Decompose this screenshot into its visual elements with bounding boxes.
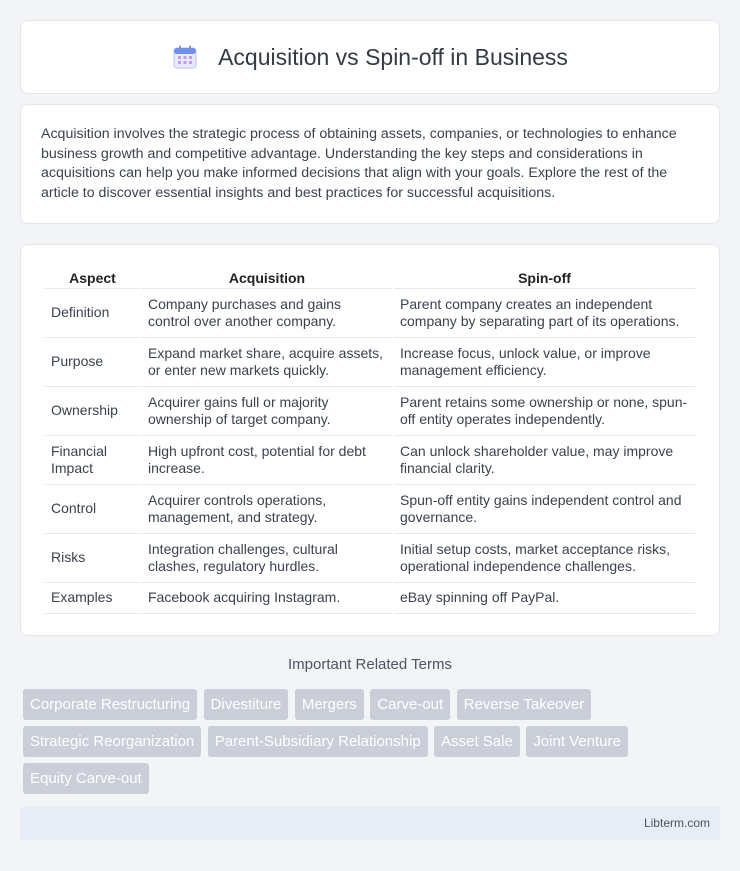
acquisition-cell: Acquirer gains full or majority ownership of target company.	[142, 387, 392, 436]
spin-off-cell: Spun-off entity gains independent control and governance.	[394, 485, 695, 534]
page-title: Acquisition vs Spin-off in Business	[218, 43, 568, 70]
table-row	[45, 485, 695, 534]
calendar-icon	[172, 44, 198, 70]
acquisition-cell: Expand market share, acquire assets, or enter new markets quickly.	[142, 338, 392, 387]
table-row	[45, 338, 695, 387]
related-terms-title: Important Related Terms	[288, 656, 452, 673]
footer	[20, 807, 720, 840]
aspect-cell: Purpose	[45, 338, 140, 387]
spin-off-cell: Initial setup costs, market acceptance risks, operational independence challenges.	[394, 534, 695, 583]
spin-off-cell: Can unlock shareholder value, may improve financial clarity.	[394, 436, 695, 485]
related-terms-list	[23, 689, 723, 800]
spin-off-cell: Parent retains some ownership or none, spun-off entity operates independently.	[394, 387, 695, 436]
aspect-cell: Risks	[45, 534, 140, 583]
column-header-aspect: Aspect	[45, 263, 140, 289]
related-term-tag[interactable]: Asset Sale	[434, 726, 520, 757]
table-row	[45, 534, 695, 583]
related-term-tag[interactable]: Carve-out	[370, 689, 450, 720]
acquisition-cell: High upfront cost, potential for debt increase.	[142, 436, 392, 485]
table-row	[45, 436, 695, 485]
column-header-acquisition: Acquisition	[142, 263, 392, 289]
intro-card	[20, 104, 720, 224]
spin-off-cell: eBay spinning off PayPal.	[394, 583, 695, 614]
aspect-cell: Control	[45, 485, 140, 534]
related-term-tag[interactable]: Mergers	[295, 689, 364, 720]
footer-site-link[interactable]: Libterm.com	[643, 816, 710, 830]
related-term-tag[interactable]: Joint Venture	[526, 726, 628, 757]
related-term-tag[interactable]: Corporate Restructuring	[23, 689, 197, 720]
spin-off-cell: Parent company creates an independent company by separating part of its operations.	[394, 289, 695, 338]
related-term-tag[interactable]: Reverse Takeover	[457, 689, 592, 720]
title-card	[20, 20, 720, 94]
acquisition-cell: Facebook acquiring Instagram.	[142, 583, 392, 614]
intro-text: Acquisition involves the strategic process of obtaining assets, companies, or technologies to enhance business growth and competitive advantage. Understanding the key steps and considerations in acquisitions can help you make informed decisions that align with your goals. Explore the rest of the article to discover essential insights and best practices for successful acquisitions.	[41, 126, 677, 201]
column-header-spin-off: Spin-off	[394, 263, 695, 289]
spin-off-cell: Increase focus, unlock value, or improve management efficiency.	[394, 338, 695, 387]
aspect-cell: Examples	[45, 583, 140, 614]
comparison-table-card	[20, 244, 720, 636]
table-row	[45, 387, 695, 436]
comparison-table	[43, 263, 697, 614]
related-term-tag[interactable]: Equity Carve-out	[23, 763, 149, 794]
aspect-cell: Definition	[45, 289, 140, 338]
related-term-tag[interactable]: Strategic Reorganization	[23, 726, 201, 757]
table-row	[45, 289, 695, 338]
acquisition-cell: Acquirer controls operations, management, and strategy.	[142, 485, 392, 534]
table-row	[45, 583, 695, 614]
related-term-tag[interactable]: Parent-Subsidiary Relationship	[208, 726, 428, 757]
acquisition-cell: Integration challenges, cultural clashes, regulatory hurdles.	[142, 534, 392, 583]
aspect-cell: Financial Impact	[45, 436, 140, 485]
related-term-tag[interactable]: Divestiture	[204, 689, 289, 720]
aspect-cell: Ownership	[45, 387, 140, 436]
acquisition-cell: Company purchases and gains control over another company.	[142, 289, 392, 338]
